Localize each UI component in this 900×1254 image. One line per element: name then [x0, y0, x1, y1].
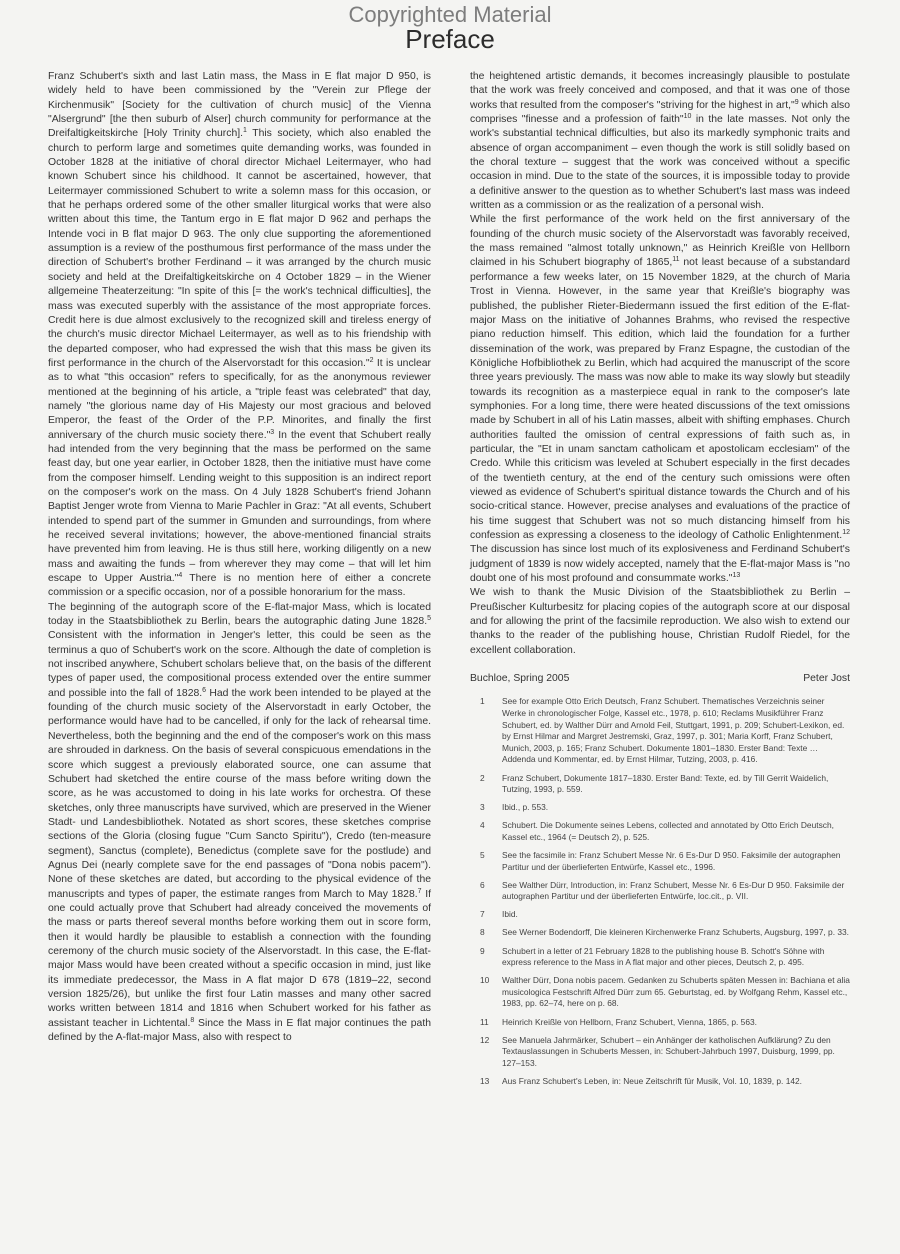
paragraph: The beginning of the autograph score of the E-flat-major Mass, which is located today in the Staatsbibliothek zu Berlin, bears the autographic dating June 1828.$^5$ Consistent with the information in Jenger's letter, this could be seen as the terminus a quo of Schubert's work on the score. Although the date of completion is not inscribed anywhere, Schubert scholars believe that, on the basis of the different types of paper used, the compositional process extended over the entire summer and possible into the fall of 1828.$^6$ Had the work been intended to be played at the founding of the church music society of the Alservorstadt in early October, the performance would have had to be cancelled, if only for the lack of rehearsal time. Nevertheless, both the beginning and the end of the composer's work on this mass are shrouded in darkness. On the basis of several conspicuous emendations in the score which suggest a previously elaborated source, one can assume that Schubert had sketched the entire course of the mass before writing down the score, as he was accustomed to doing in his late works for orchestra. Of these sketches, only three manuscripts have survived, which are preserved in the Wiener Stadt- und Landesbibliothek. Notated as short scores, these sketches comprise sections of the Gloria (closing fugue "Cum Sancto Spiritu"), Credo (ten-measure segment), Sanctus (complete), Benedictus (complete save for the postlude) and Agnus Dei (nearly complete save for the end passages of "Dona nobis pacem"). None of these sketches are dated, but according to the physical evidence of the manuscripts and types of paper, the estimate ranges from March to May 1828.$^7$ If one could actually prove that Schubert had already conceived the movements of the mass or parts thereof several months before working them out in score form, then it would hardly be plausible to establish a connection with the founding ceremony of the church music society of the Alservorstadt. In this case, the E-flat-major Mass would have been created without a specific occasion in mind, just like its immediate predecessor, the Mass in A flat major D 678 (1819–22, second version 1825/26), but unlike the first four Latin masses and many other sacred works written between 1814 and 1816 when Schubert worked for his father as assistant teacher in Lichtental.$^8$ Since the Mass in E flat major continues the path defined by the A-flat-major Mass, also with respect to [48, 601, 431, 1044]
left-column [48, 70, 431, 1045]
footnotes [470, 696, 850, 1087]
footnote: 6 See Walther Dürr, Introduction, in: Franz Schubert, Messe Nr. 6 Es-Dur D 950. Faksimile der autographen Partitur und der überlieferten Entwürfe, loc.cit., p. VII. [480, 879, 845, 902]
right-column [470, 70, 850, 1094]
signature [470, 672, 850, 686]
paragraph: While the first performance of the work held on the first anniversary of the founding of the church music society of the Alservorstadt was favorably received, the mass remained "almost totally unknown," as Heinrich Kreißle von Hellborn claimed in his Schubert biography of 1865,11 not least because of a substandard performance a few weeks later, on 15 November 1829, at the church of Maria Trost in Vienna. However, in the same year that Kreißle's biography was published, the publisher Rieter-Biedermann issued the first edition of the E-flat-major Mass on the initiative of Johannes Brahms, who revised the respective piano reduction himself. This edition, which laid the foundation for a further dissemination of the work, was prepared by Franz Espagne, the custodian of the Königliche Hofbibliothek zu Berlin, which had acquired the manuscript of the score three years previously. The mass was now able to make its way slowly but steadily towards its recognition as a masterpiece equal in rank to the composer's late symphonies. For a long time, there were heated discussions of the text omissions made by Schubert in all of his Latin masses, albeit with shifting emphases. Church authorities faulted the omission of central expressions of faith such as, in particular, the "Et in unam sanctam catholicam et apostolicam ecclesiam" of the Credo. While this criticism was leveled at Schubert especially in the first decades of the twentieth century, at the end of the century such omissions were often viewed as evidence of Schubert's spiritual distance towards the Church and of his socio-critical stance. However, precise analyses and evaluations of the practice of his time suggest that Schubert was not so much distancing himself from his confession as expressing a closeness to the ideology of Catholic Enlightenment.$^{12}$ The discussion has since lost much of its explosiveness and Ferdinand Schubert's judgment of 1839 is now widely accepted, namely that the E-flat-major Mass is "no doubt one of his most profound and consummate works."$^{13}$ [470, 214, 851, 585]
footnote: 2 Franz Schubert, Dokumente 1817–1830. Erster Band: Texte, ed. by Till Gerrit Waidelich, Tutzing, 1993, p. 559. [480, 772, 829, 795]
footnote: 11 Heinrich Kreißle von Hellborn, Franz Schubert, Vienna, 1865, p. 563. [480, 1016, 757, 1027]
watermark: Copyrighted Material [348, 2, 552, 27]
footnote: 4 Schubert. Die Dokumente seines Lebens, collected and annotated by Otto Erich Deutsch, Kassel etc., 1964 (= Deutsch 2), p. 525. [480, 820, 834, 842]
footnote: 7 Ibid. [480, 909, 518, 920]
paragraph: Franz Schubert's sixth and last Latin mass, the Mass in E flat major D 950, is widely held to have been commissioned by the "Verein zur Pflege der Kirchenmusik" [Society for the cultivation of church music] of the Vienna "Alsergrund" [the then suburb of Alser] church community for performance at the Dreifaltigkeitskirche [Holy Trinity church].$^1$ This society, which also enabled the church to perform large and sometimes quite demanding works, was founded in October 1828 at the initiative of choral director Michael Leitermayer, who had known Schubert since his childhood. It cannot be ascertained, however, that Leitermayer commissioned Schubert to write a solemn mass for this occasion, or that he perhaps ordered some of the other smaller liturgical works that were also written about this time, the Tantum ergo in E flat major D 962 and perhaps the Intende voci in B flat major D 963. The only clue supporting the aforementioned assumption is a review of the posthumous first performance of the mass under the direction of Schubert's brother Ferdinand – it was arranged by the church music society and held at the Dreifaltigkeitskirche on 4 October 1829 – in the Wiener allgemeine Theaterzeitung: "In spite of this [= the work's technical difficulties], the mass was executed superbly with the assistance of the most appropriate forces. Credit here is due almost exclusively to the recognized skill and tireless energy of the church's music director Michael Leitermayer, as well as to his friendship with the departed composer, who had expressed the wish that this mass be given its first performance in the church of the Alservorstadt for this occasion."$^2$ It is unclear as to what "this occasion" refers to specifically, for as the anonymous reviewer mentioned at the beginning of his article, a "triple feast was celebrated" that day, namely "the glorious name day of His Majesty our most gracious and beloved Emperor, the feast of the Order of the P.P. Minorites, and finally the first anniversary of the church music society there."$^3$ In the event that Schubert really had intended from the very beginning that the mass be performed on the same feast day, but one year earlier, in October 1828, then the initiative must have come from the composer himself. Lending weight to this supposition is an indirect report on the composer's work on the mass. On 4 July 1828 Schubert's friend Johann Baptist Jenger wrote from Vienna to Marie Pachler in Graz: "At all events, Schubert intended to spend part of the summer in Gmunden and surroundings, from where he received several invitations; however, the above-mentioned financial straits have prevented him from leaving. He is thus still here, working diligently on a new mass and awaiting the funds – from wherever they may come – that will let him escape to Upper Austria."$^4$ There is no mention here of either a concrete commission or a specific occasion, nor of a possible honorarium for the mass. [48, 71, 432, 599]
footnote: 9 Schubert in a letter of 21 February 1828 to the publishing house B. Schott's Söhne with express reference to the Mass in A flat major and other pieces, Deutsch 2, p. 495. [480, 945, 825, 968]
footnote: 3 Ibid., p. 553. [480, 802, 549, 813]
footnote: 10 Walther Dürr, Dona nobis pacem. Gedanken zu Schuberts späten Messen in: Bachiana et alia musicologica Festschrift Alfred Dürr zum 65. Geburtstag, ed. by Wolfgang Rehm, Kassel etc., 1983, pp. 62–74, here on p. 68. [480, 975, 850, 1009]
author: Peter Jost [803, 673, 850, 685]
paragraph: We wish to thank the Music Division of the Staatsbibliothek zu Berlin – Preußischer Kulturbesitz for placing copies of the autograph score at our disposal and for allowing the print of the facsimile reproduction. We also wish to extend our thanks to the reader of the publishing house, Christian Rudolf Riedel, for the excellent collaboration. [470, 587, 850, 656]
paragraph: the heightened artistic demands, it becomes increasingly plausible to postulate that the work was freely conceived and composed, and that it was one of those works that resulted from the composer's "striving for the highest in art,"$^9$ which also comprises "finesse and a profession of faith"$^{10}$ in the late masses. Not only the work's substantial technical difficulties, but also its markedly symphonic traits and absence of organ accompaniment – even though the work is still solidly based on the choral texture – suggest that the work was conceived without a specific occasion in mind. Due to the state of the sources, it is impossible today to provide a definitive answer to the question as to whether Schubert's last mass was indeed written as a commission or as the realization of a personal wish. [470, 71, 851, 212]
page-title: Preface [405, 24, 495, 54]
footnote: 8 See Werner Bodendorff, Die kleineren Kirchenwerke Franz Schuberts, Augsburg, 1997, p. 33. [480, 927, 849, 938]
footnote: 12 See Manuela Jahrmärker, Schubert – ein Anhänger der katholischen Aufklärung? Zu den Textauslassungen in Schuberts Messen, in: Schubert-Jahrbuch 1997, Duisburg, 1999, pp. 127–153. [480, 1034, 835, 1068]
place-date: Buchloe, Spring 2005 [470, 673, 570, 685]
footnote: 1 See for example Otto Erich Deutsch, Franz Schubert. Thematisches Verzeichnis seiner Werke in chronologischer Folge, Kassel etc., 1978, p. 610; Reclams Musikführer Franz Schubert, ed. by Walther Dürr and Arnold Feil, Stuttgart, 1991, p. 209; Schubert-Lexikon, ed. by Ernst Hilmar and Margret Jestremski, Graz, 1997, p. 301; Maria Korff, Franz Schubert, Munich, 2003, p. 165; Franz Schubert. Dokumente 1801–1830. Erster Band: Texte … Addenda und Kommentar, ed. by Ernst Hilmar, Tutzing, 2003, p. 416. [480, 696, 845, 765]
footnote: 5 See the facsimile in: Franz Schubert Messe Nr. 6 Es-Dur D 950. Faksimile der autographen Partitur und der überlieferten Entwürfe, Kassel etc., 1996. [480, 849, 841, 872]
footnote: 13 Aus Franz Schubert's Leben, in: Neue Zeitschrift für Musik, Vol. 10, 1839, p. 142. [480, 1075, 802, 1086]
